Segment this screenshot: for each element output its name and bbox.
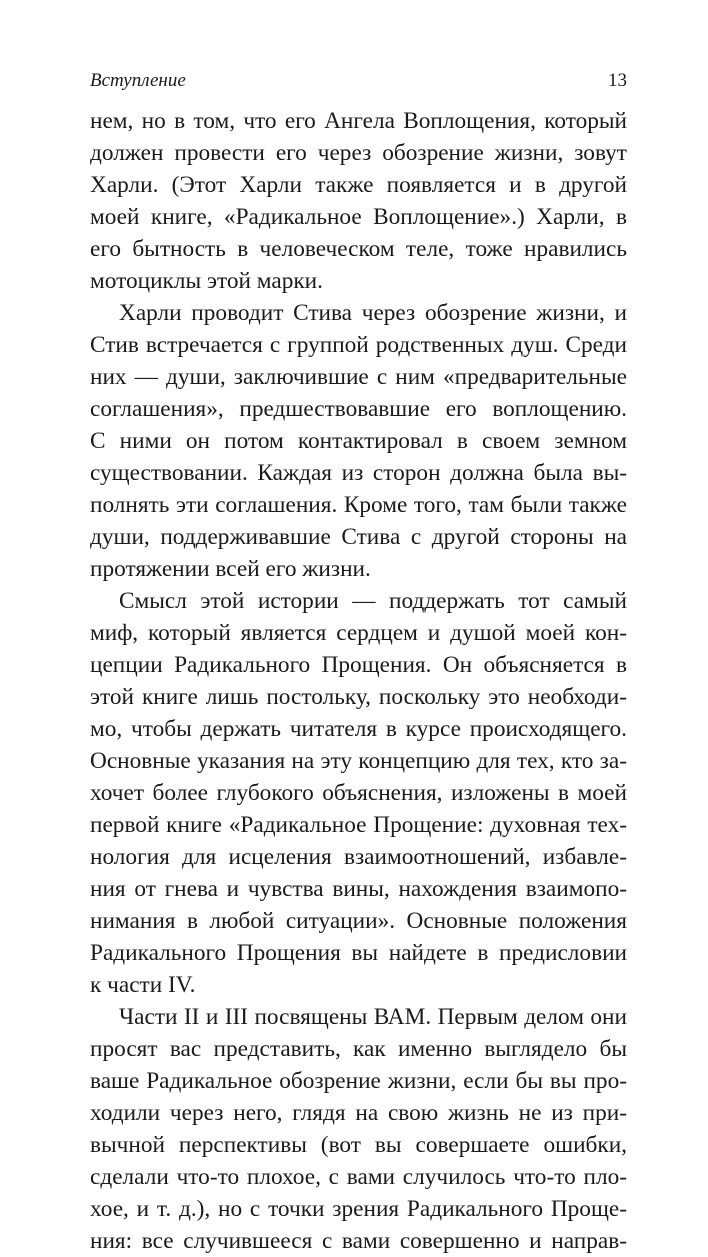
text-line: ваше Радикальное обозрение жизни, если бы вы про- bbox=[90, 1068, 627, 1094]
text-line: них — души, заключившие с ним «предварительные bbox=[90, 364, 627, 390]
text-line: нимания в любой ситуации». Основные положения bbox=[90, 908, 627, 934]
text-line: моей книге, «Радикальное Воплощение».) Харли, в bbox=[90, 204, 627, 230]
running-header bbox=[90, 66, 627, 96]
text-line: Радикального Прощения вы найдете в предисловии bbox=[90, 940, 627, 966]
text-line: цепции Радикального Прощения. Он объясняется в bbox=[90, 652, 627, 678]
paragraph bbox=[90, 297, 627, 585]
paragraph bbox=[90, 105, 627, 297]
text-line: мо, чтобы держать читателя в курсе происходящего. bbox=[90, 716, 627, 742]
text-line: существовании. Каждая из сторон должна была вы- bbox=[90, 460, 627, 486]
text-line: Основные указания на эту концепцию для тех, кто за- bbox=[90, 748, 627, 774]
text-line: вычной перспективы (вот вы совершаете ошибки, bbox=[90, 1132, 627, 1158]
text-line: к части IV. bbox=[90, 972, 196, 998]
text-line: Части II и III посвящены ВАМ. Первым делом они bbox=[119, 1004, 627, 1030]
text-line: Смысл этой истории — поддержать тот самый bbox=[119, 588, 627, 614]
text-line: души, поддерживавшие Стива с другой стороны на bbox=[90, 524, 627, 550]
text-line: должен провести его через обозрение жизни, зовут bbox=[90, 140, 627, 166]
section-title: Вступление bbox=[90, 70, 186, 91]
text-line: ния: все случившееся с вами совершенно и направ- bbox=[90, 1228, 627, 1254]
text-line: нология для исцеления взаимоотношений, избавле- bbox=[90, 844, 627, 870]
paragraph bbox=[90, 585, 627, 1001]
text-line: ходили через него, глядя на свою жизнь не из при- bbox=[90, 1100, 627, 1126]
text-line: Харли. (Этот Харли также появляется и в другой bbox=[90, 172, 627, 198]
text-line: его бытность в человеческом теле, тоже нравились bbox=[90, 236, 627, 262]
text-line: нем, но в том, что его Ангела Воплощения, который bbox=[90, 108, 627, 134]
text-line: первой книге «Радикальное Прощение: духовная тех- bbox=[90, 812, 627, 838]
text-line: миф, который является сердцем и душой моей кон- bbox=[90, 620, 627, 646]
text-line: мотоциклы этой марки. bbox=[90, 268, 323, 294]
text-line: С ними он потом контактировал в своем земном bbox=[90, 428, 627, 454]
text-line: просят вас представить, как именно выглядело бы bbox=[90, 1036, 627, 1062]
text-line: Стив встречается с группой родственных душ. Среди bbox=[90, 332, 627, 358]
text-line: ния от гнева и чувства вины, нахождения взаимопо- bbox=[90, 876, 627, 902]
text-line: этой книге лишь постольку, поскольку это необходи- bbox=[90, 684, 627, 710]
text-line: соглашения», предшествовавшие его воплощению. bbox=[90, 396, 627, 422]
body-text bbox=[90, 105, 627, 1257]
text-line: хое, и т. д.), но с точки зрения Радикального Проще- bbox=[90, 1196, 627, 1222]
text-line: хочет более глубокого объяснения, изложены в моей bbox=[90, 780, 627, 806]
page-number: 13 bbox=[608, 70, 627, 91]
paragraph bbox=[90, 1001, 627, 1257]
text-line: протяжении всей его жизни. bbox=[90, 556, 371, 582]
text-line: сделали что-то плохое, с вами случилось что-то пло- bbox=[90, 1164, 627, 1190]
text-line: полнять эти соглашения. Кроме того, там были также bbox=[90, 492, 627, 518]
text-line: Харли проводит Стива через обозрение жизни, и bbox=[119, 300, 627, 326]
